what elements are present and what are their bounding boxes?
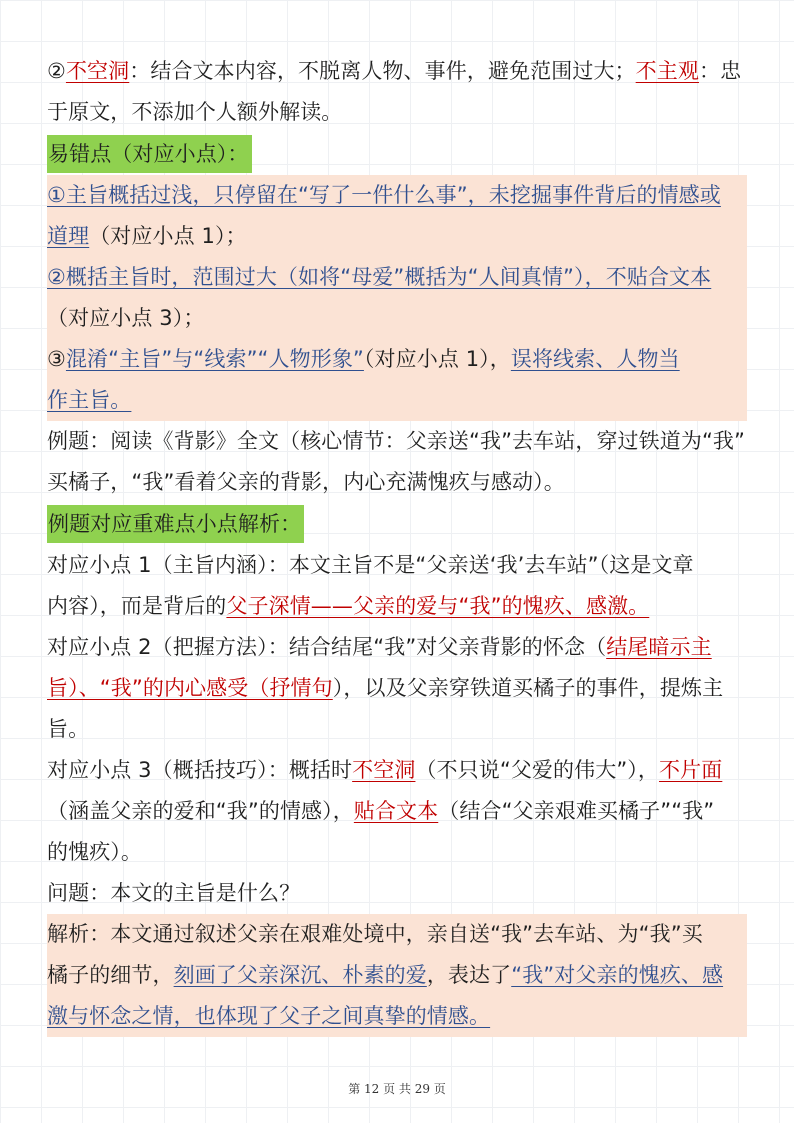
mistake-item-1-cont: 道理（对应小点 1）； xyxy=(47,224,247,248)
answer-line: 解析：本文通过叙述父亲在艰难处境中，亲自送“我”去车站、为“我”买 xyxy=(47,922,703,946)
answer-line: 激与怀念之情，也体现了父子之间真挚的情感。 xyxy=(47,1004,491,1028)
answer-box xyxy=(47,914,747,1037)
section-heading-line xyxy=(47,503,747,545)
mistake-item-3: ③混淆“主旨”与“线索”“人物形象”（对应小点 1），误将线索、人物当 xyxy=(47,347,680,371)
analysis-point-3-cont: （涵盖父亲的爱和“我”的情感），贴合文本（结合“父亲艰难买橘子”“我” xyxy=(47,799,715,823)
example-line: 例题：阅读《背影》全文（核心情节：父亲送“我”去车站，穿过铁道为“我” xyxy=(47,429,746,453)
question-line: 问题：本文的主旨是什么？ xyxy=(47,881,301,905)
emphasis-term: 不空洞 xyxy=(65,59,130,83)
analysis-heading: 例题对应重难点小点解析： xyxy=(47,505,304,543)
body-text: ：忠 xyxy=(698,59,742,83)
analysis-point-1-cont: 内容），而是背后的父子深情——父亲的爱与“我”的愧疚、感激。 xyxy=(47,594,650,618)
analysis-point-3: 对应小点 3（概括技巧）：概括时不空洞（不只说“父爱的伟大”），不片面 xyxy=(47,758,723,782)
section-heading-line xyxy=(47,133,747,175)
mistake-item-2: ②概括主旨时，范围过大（如将“母爱”概括为“人间真情”），不贴合文本 xyxy=(47,265,712,289)
body-text: ：结合文本内容，不脱离人物、事件，避免范围过大； xyxy=(129,59,636,83)
page-footer: 第 12 页 共 29 页 xyxy=(348,1082,446,1096)
analysis-point-2: 对应小点 2（把握方法）：结合结尾“我”对父亲背影的怀念（结尾暗示主 xyxy=(47,635,712,659)
paragraph-line xyxy=(47,51,747,92)
analysis-point-3-cont: 的愧疚）。 xyxy=(47,840,142,864)
circled-number: ② xyxy=(47,59,66,83)
example-line: 买橘子，“我”看着父亲的背影，内心充满愧疚与感动）。 xyxy=(47,470,565,494)
mistakes-box xyxy=(47,175,747,421)
document-body xyxy=(47,51,747,1037)
answer-line: 橘子的细节，刻画了父亲深沉、朴素的爱，表达了“我”对父亲的愧疚、感 xyxy=(47,963,724,987)
analysis-point-2-cont: 旨。 xyxy=(47,717,90,741)
paragraph-line: 于原文，不添加个人额外解读。 xyxy=(47,100,343,124)
mistake-item-2-cont: （对应小点 3）； xyxy=(47,306,205,330)
mistake-item-3-cont: 作主旨。 xyxy=(47,388,132,412)
mistakes-heading: 易错点（对应小点）： xyxy=(47,135,252,173)
analysis-point-1: 对应小点 1（主旨内涵）：本文主旨不是“父亲送‘我’去车站”（这是文章 xyxy=(47,553,694,577)
analysis-point-2-cont: 旨）、“我”的内心感受（抒情句），以及父亲穿铁道买橘子的事件，提炼主 xyxy=(47,676,724,700)
emphasis-term: 不主观 xyxy=(635,59,699,83)
mistake-item-1: ①主旨概括过浅，只停留在“写了一件什么事”，未挖掘事件背后的情感或 xyxy=(47,183,721,207)
